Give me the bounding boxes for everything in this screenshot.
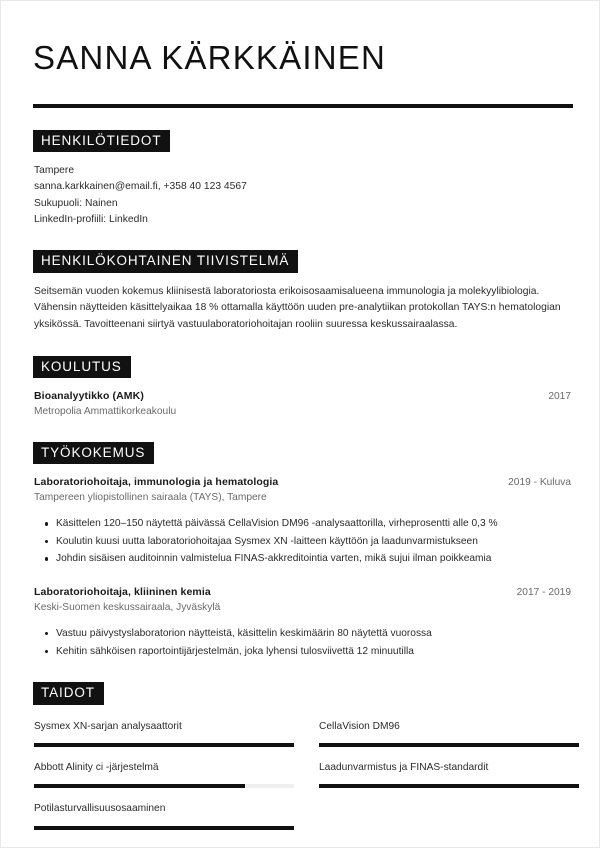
header-divider [33, 104, 573, 108]
experience-date: 2019 - Kuluva [508, 477, 571, 489]
education-institution: Metropolia Ammattikorkeakoulu [34, 406, 177, 418]
section-label-skills: TAIDOT [33, 682, 104, 705]
list-item: Käsittelen 120–150 näytettä päivässä CellaVision DM96 -analysaattorilla, virheprosentti alle 0,3 % [56, 515, 571, 533]
experience-entry-head [34, 586, 571, 598]
section-label-personal-info: HENKILÖTIEDOT [33, 130, 170, 153]
section-personal-info [31, 130, 571, 229]
skill-level-fill [319, 743, 579, 747]
education-entry-head [34, 390, 571, 402]
skill-item [319, 760, 579, 788]
skills-grid [34, 719, 571, 830]
list-item: Johdin sisäisen auditoinnin valmistelua FINAS-akkreditointia varten, mikä sujui ilman poikkeamia [56, 550, 571, 568]
list-item: Kehitin sähköisen raportointijärjestelmän, joka lyhensi tulosviivettä 12 minuutilla [56, 643, 571, 661]
skill-level-track [34, 784, 294, 788]
section-label-summary: HENKILÖKOHTAINEN TIIVISTELMÄ [33, 250, 298, 273]
section-label-experience: TYÖKOKEMUS [33, 442, 154, 465]
section-label-education: KOULUTUS [33, 356, 131, 379]
skill-item [34, 719, 294, 747]
section-summary [31, 250, 571, 334]
skill-level-fill [34, 826, 294, 830]
skill-item [34, 760, 294, 788]
skill-label: CellaVision DM96 [319, 720, 400, 732]
experience-job-title: Laboratoriohoitaja, kliininen kemia [34, 585, 211, 598]
section-education [31, 356, 571, 420]
contact-email-phone[interactable]: sanna.karkkainen@email.fi, +358 40 123 4567 [34, 181, 247, 193]
experience-entry-head [34, 476, 571, 488]
skill-level-track [319, 784, 579, 788]
list-item: Vastuu päivystyslaboratorion näytteistä, käsittelin keskimäärin 80 näytettä vuorossa [56, 625, 571, 643]
section-experience [31, 442, 571, 661]
education-date: 2017 [548, 391, 571, 403]
experience-bullet-list [34, 625, 571, 660]
experience-entry [34, 476, 571, 568]
experience-date: 2017 - 2019 [516, 586, 571, 598]
skill-item [319, 719, 579, 747]
experience-employer: Tampereen yliopistollinen sairaala (TAYS), Tampere [34, 492, 267, 504]
skill-level-track [319, 743, 579, 747]
contact-gender: Sukupuoli: Nainen [34, 197, 118, 209]
skill-level-fill [34, 743, 294, 747]
skill-label: Sysmex XN-sarjan analysaattorit [34, 720, 182, 732]
skill-level-fill [34, 784, 245, 788]
skill-level-track [34, 743, 294, 747]
experience-employer: Keski-Suomen keskussairaala, Jyväskylä [34, 601, 221, 613]
education-entry [34, 390, 571, 419]
skill-level-track [34, 826, 294, 830]
skill-item [34, 801, 294, 829]
contact-block [31, 163, 571, 228]
skill-label: Abbott Alinity ci -järjestelmä [34, 762, 159, 774]
education-degree: Bioanalyytikko (AMK) [34, 390, 144, 403]
skill-level-fill [319, 784, 579, 788]
experience-job-title: Laboratoriohoitaja, immunologia ja hematologia [34, 476, 279, 489]
page-title: SANNA KÄRKKÄINEN [33, 39, 386, 76]
experience-entry [34, 586, 571, 660]
list-item: Koulutin kuusi uutta laboratoriohoitajaa Sysmex XN -laitteen käyttöön ja laadunvarmistukseen [56, 533, 571, 551]
contact-linkedin[interactable]: LinkedIn-profiili: LinkedIn [34, 213, 148, 225]
skill-label: Laadunvarmistus ja FINAS-standardit [319, 762, 489, 774]
skill-label: Potilasturvallisuusosaaminen [34, 803, 166, 815]
contact-location: Tampere [34, 165, 75, 177]
experience-bullet-list [34, 515, 571, 568]
summary-text: Seitsemän vuoden kokemus kliinisestä laboratoriosta erikoisosaamisalueena immunologia ja molekyylibiologia. Vähensin näytteiden käsittelyaikaa 18 % ottamalla käyttöön uuden pre-analytiikan protokollan TAYS:n hematologian yksikössä. Tavoitteenani siirtyä vastuulaboratoriohoitajan rooliin suuressa keskussairaalassa. [34, 285, 561, 331]
section-skills [31, 682, 571, 829]
